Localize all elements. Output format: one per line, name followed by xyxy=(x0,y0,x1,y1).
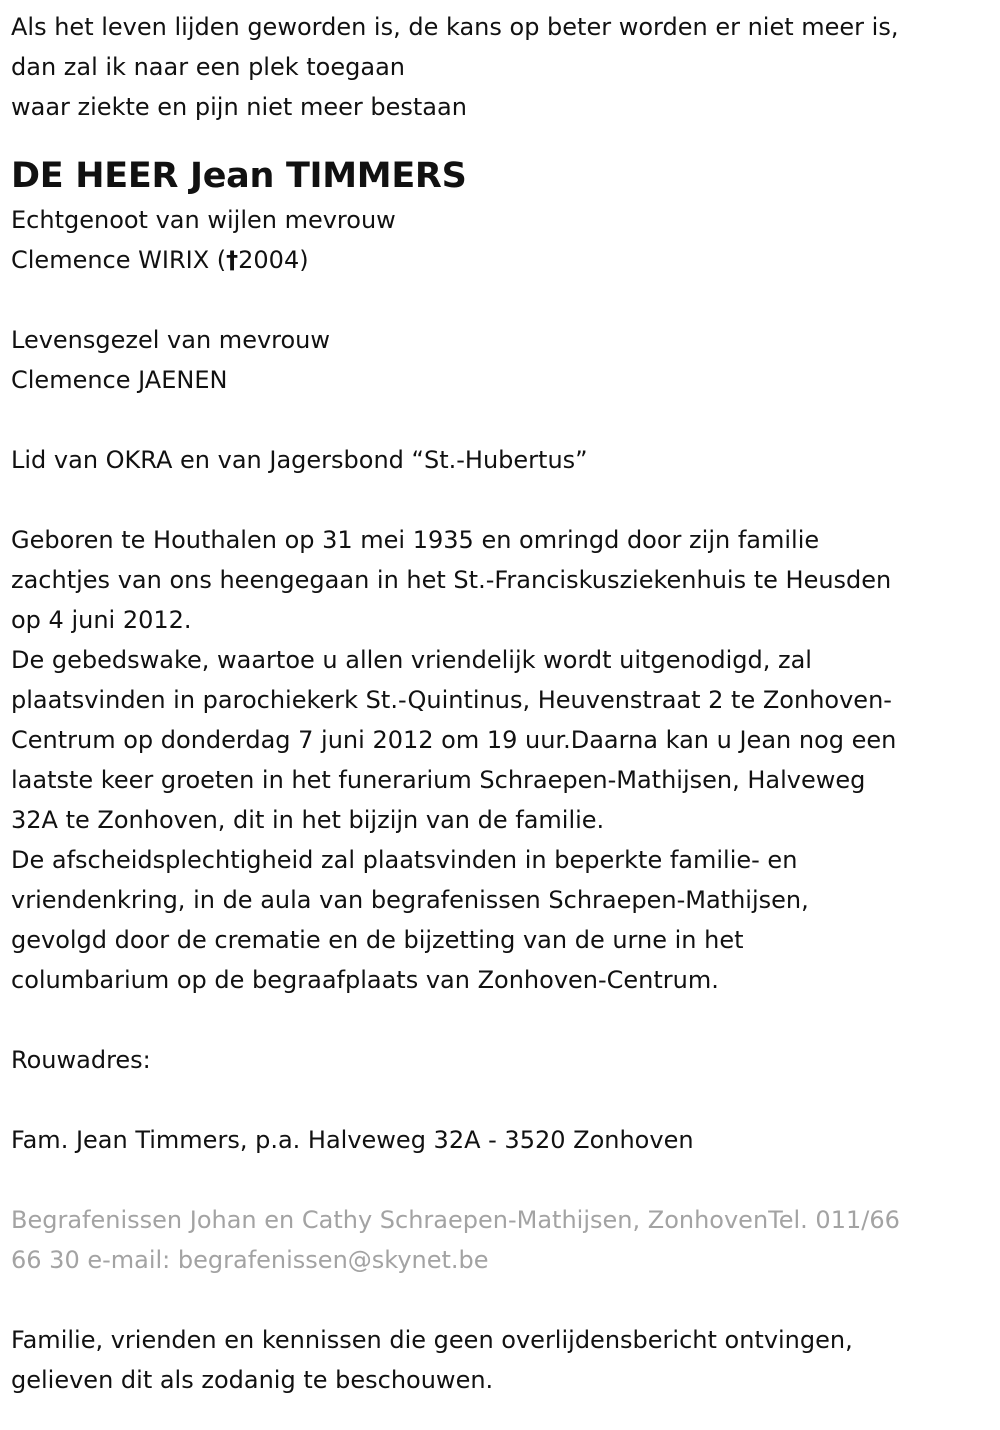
spacer xyxy=(11,400,990,440)
details-line: columbarium op de begraafplaats van Zonhoven-Centrum. xyxy=(11,966,719,994)
mourning-address-label: Rouwadres: xyxy=(11,1046,151,1074)
closing-line: gelieven dit als zodanig te beschouwen. xyxy=(11,1366,494,1394)
spouse-block xyxy=(11,200,990,280)
details-line: De afscheidsplechtigheid zal plaatsvinden in beperkte familie- en xyxy=(11,846,798,874)
spouse-death-year: 2004) xyxy=(238,246,309,274)
spacer xyxy=(11,1080,990,1120)
funeral-home-line: 66 30 e-mail: begrafenissen@skynet.be xyxy=(11,1246,489,1274)
closing-block xyxy=(11,1320,990,1400)
partner-block xyxy=(11,320,990,400)
spouse-line-2 xyxy=(11,240,990,280)
poem xyxy=(11,7,990,127)
details-block xyxy=(11,520,990,1000)
poem-line: waar ziekte en pijn niet meer bestaan xyxy=(11,93,467,121)
partner-line-1: Levensgezel van mevrouw xyxy=(11,326,331,354)
details-line: vriendenkring, in de aula van begrafenissen Schraepen-Mathijsen, xyxy=(11,886,809,914)
spacer xyxy=(11,480,990,520)
closing-line: Familie, vrienden en kennissen die geen overlijdensbericht ontvingen, xyxy=(11,1326,853,1354)
details-line: op 4 juni 2012. xyxy=(11,606,192,634)
details-line: Centrum op donderdag 7 juni 2012 om 19 uur.Daarna kan u Jean nog een xyxy=(11,726,897,754)
cross-icon: † xyxy=(226,246,239,274)
membership: Lid van OKRA en van Jagersbond “St.-Hubertus” xyxy=(11,446,588,474)
details-line: laatste keer groeten in het funerarium Schraepen-Mathijsen, Halveweg xyxy=(11,766,866,794)
details-line: 32A te Zonhoven, dit in het bijzijn van de familie. xyxy=(11,806,605,834)
spouse-line-1: Echtgenoot van wijlen mevrouw xyxy=(11,206,396,234)
poem-line: dan zal ik naar een plek toegaan xyxy=(11,53,405,81)
details-line: De gebedswake, waartoe u allen vriendelijk wordt uitgenodigd, zal xyxy=(11,646,812,674)
deceased-name: DE HEER Jean TIMMERS xyxy=(11,156,467,196)
spacer xyxy=(11,1280,990,1320)
details-line: plaatsvinden in parochiekerk St.-Quintinus, Heuvenstraat 2 te Zonhoven- xyxy=(11,686,892,714)
partner-line-2: Clemence JAENEN xyxy=(11,366,228,394)
poem-line: Als het leven lijden geworden is, de kans op beter worden er niet meer is, xyxy=(11,13,899,41)
mourning-address-value: Fam. Jean Timmers, p.a. Halveweg 32A - 3520 Zonhoven xyxy=(11,1126,694,1154)
details-line: zachtjes van ons heengegaan in het St.-Franciskusziekenhuis te Heusden xyxy=(11,566,892,594)
details-line: Geboren te Houthalen op 31 mei 1935 en omringd door zijn familie xyxy=(11,526,820,554)
funeral-home-block xyxy=(11,1200,990,1280)
spacer xyxy=(11,1000,990,1040)
funeral-home-line: Begrafenissen Johan en Cathy Schraepen-Mathijsen, ZonhovenTel. 011/66 xyxy=(11,1206,900,1234)
details-line: gevolgd door de crematie en de bijzetting van de urne in het xyxy=(11,926,744,954)
spouse-name: Clemence WIRIX ( xyxy=(11,246,227,274)
spacer xyxy=(11,280,990,320)
spacer xyxy=(11,1160,990,1200)
